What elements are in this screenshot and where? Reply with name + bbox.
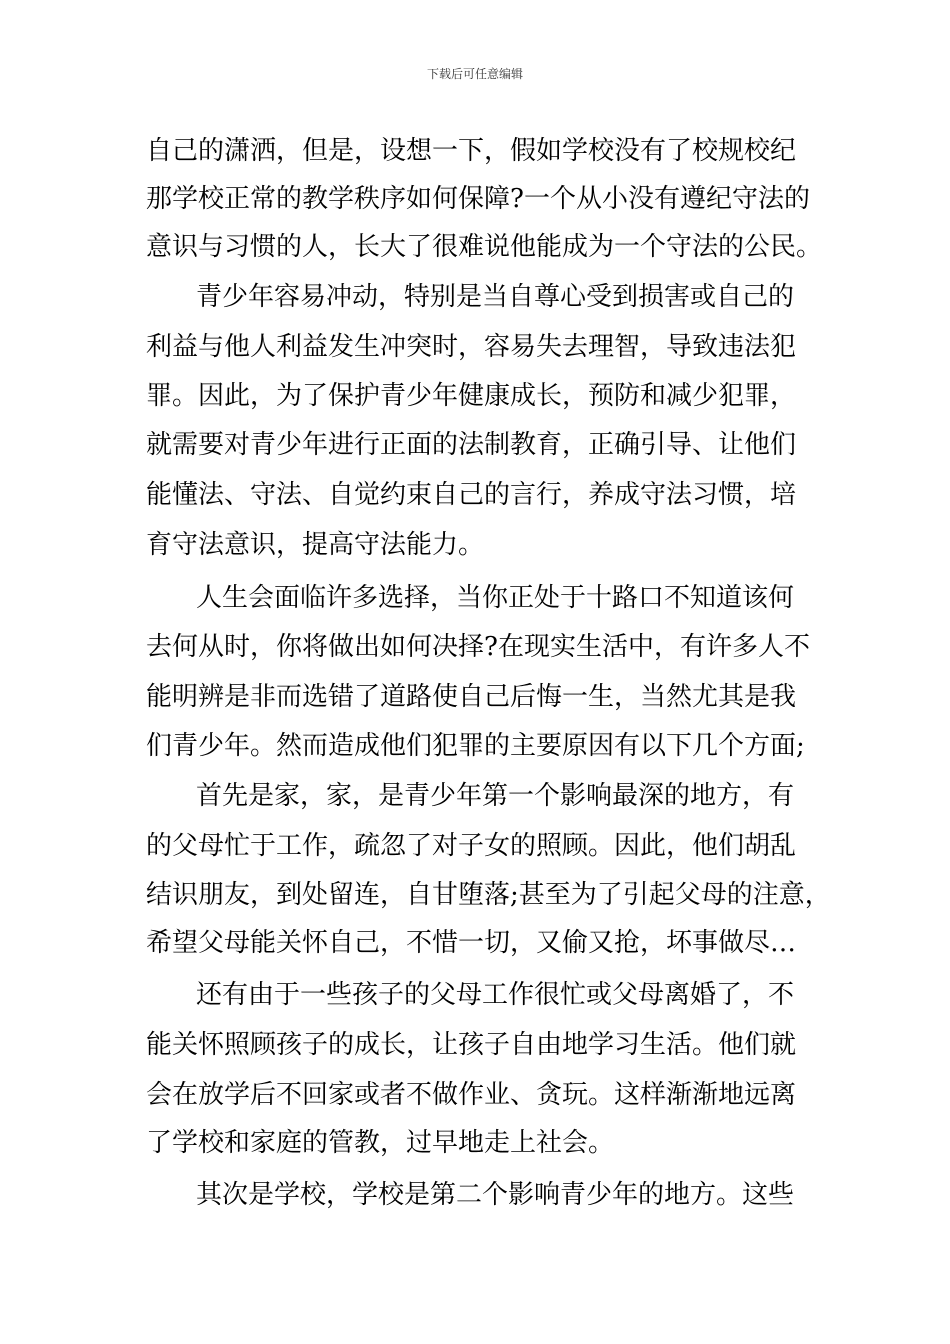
text-line: 结识朋友，到处留连，自甘堕落;甚至为了引起父母的注意， bbox=[146, 880, 831, 910]
paragraph-first-line: 青少年容易冲动，特别是当自尊心受到损害或自己的 bbox=[196, 282, 795, 312]
paragraph-first-line: 首先是家，家，是青少年第一个影响最深的地方，有 bbox=[196, 781, 795, 811]
text-line: 希望父母能关怀自己，不惜一切，又偷又抢，坏事做尽… bbox=[146, 928, 797, 958]
text-line: 就需要对青少年进行正面的法制教育，正确引导、让他们 bbox=[146, 430, 797, 460]
text-line: 们青少年。然而造成他们犯罪的主要原因有以下几个方面; bbox=[146, 731, 805, 761]
text-line: 意识与习惯的人，长大了很难说他能成为一个守法的公民。 bbox=[146, 232, 823, 262]
paragraph-first-line: 其次是学校，学校是第二个影响青少年的地方。这些 bbox=[196, 1180, 795, 1210]
text-line: 会在放学后不回家或者不做作业、贪玩。这样渐渐地远离 bbox=[146, 1080, 797, 1110]
text-line: 去何从时，你将做出如何决择?在现实生活中，有许多人不 bbox=[146, 632, 810, 662]
text-line: 能关怀照顾孩子的成长，让孩子自由地学习生活。他们就 bbox=[146, 1030, 797, 1060]
text-line: 能明辨是非而选错了道路使自己后悔一生，当然尤其是我 bbox=[146, 682, 797, 712]
text-line: 罪。因此，为了保护青少年健康成长，预防和减少犯罪， bbox=[146, 381, 797, 411]
paragraph-first-line: 还有由于一些孩子的父母工作很忙或父母离婚了，不 bbox=[196, 980, 795, 1010]
text-line: 育守法意识，提高守法能力。 bbox=[146, 530, 485, 560]
text-line: 利益与他人利益发生冲突时，容易失去理智，导致违法犯 bbox=[146, 332, 797, 362]
text-line: 自己的潇洒，但是，设想一下，假如学校没有了校规校纪 bbox=[146, 136, 797, 166]
page-header: 下载后可任意编辑 bbox=[426, 67, 523, 81]
text-line: 那学校正常的教学秩序如何保障?一个从小没有遵纪守法的 bbox=[146, 184, 810, 214]
text-line: 了学校和家庭的管教，过早地走上社会。 bbox=[146, 1128, 615, 1158]
text-line: 能懂法、守法、自觉约束自己的言行，养成守法习惯，培 bbox=[146, 480, 797, 510]
text-line: 的父母忙于工作，疏忽了对子女的照顾。因此，他们胡乱 bbox=[146, 831, 797, 861]
paragraph-first-line: 人生会面临许多选择，当你正处于十路口不知道该何 bbox=[196, 583, 795, 613]
